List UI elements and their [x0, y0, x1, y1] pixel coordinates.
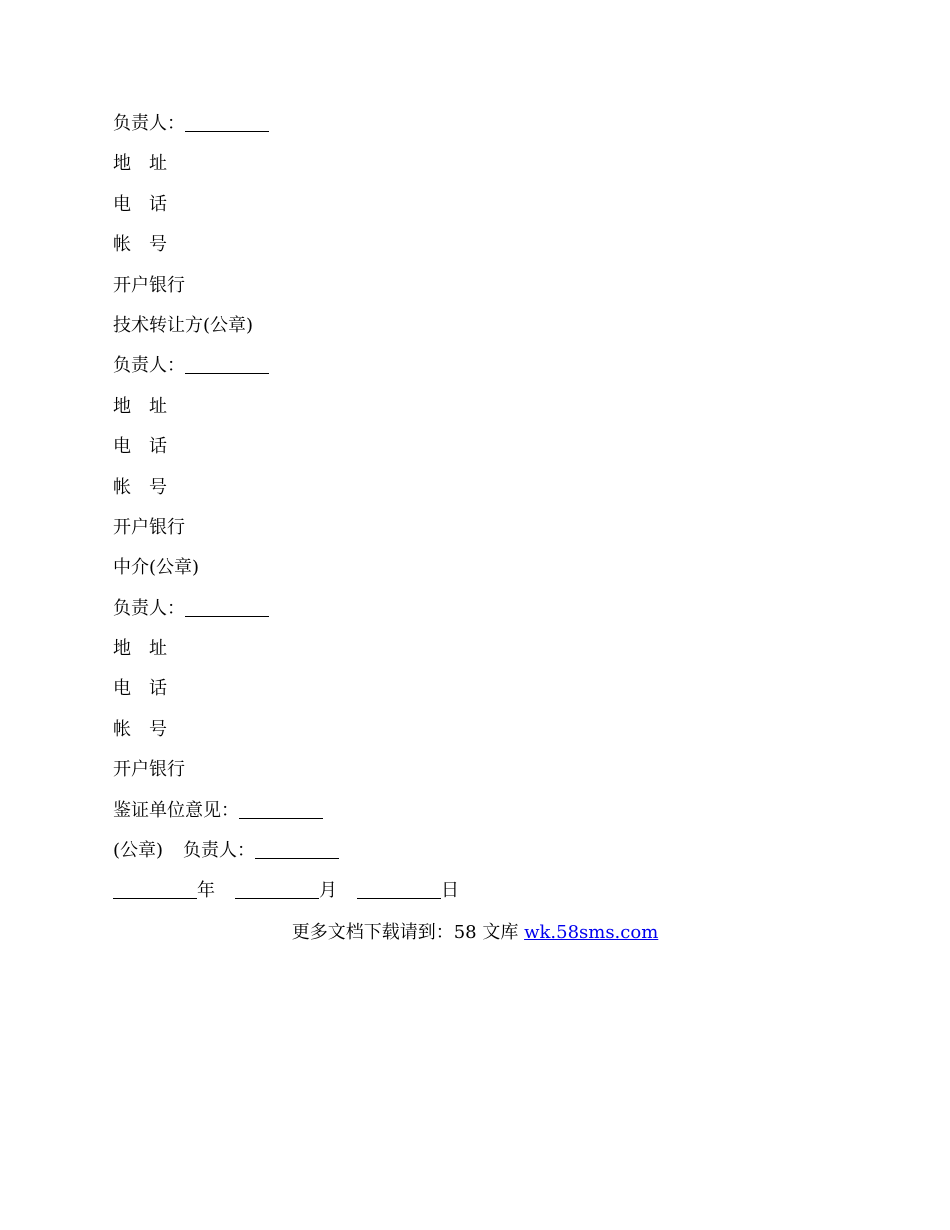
year-label: 年: [197, 880, 215, 902]
transferor-bank-line: [113, 516, 853, 556]
day-label: 日: [441, 880, 459, 902]
phone-label: 电 话: [113, 436, 167, 458]
blank-field: [185, 598, 269, 617]
month-blank: [235, 880, 319, 899]
download-footer: [0, 921, 950, 945]
verification-seal-line: [113, 839, 853, 879]
opinion-label: 鉴证单位意见：: [113, 799, 239, 821]
account-label: 帐 号: [113, 718, 167, 740]
footer-link[interactable]: wk.58sms.com: [524, 922, 659, 943]
month-label: 月: [319, 880, 337, 902]
bank-label: 开户银行: [113, 274, 185, 296]
intermediary-account-line: [113, 718, 853, 758]
blank-field: [255, 840, 339, 859]
signature-section: [113, 112, 853, 920]
blank-field: [185, 113, 269, 132]
transferor-responsible-line: [113, 354, 853, 394]
day-blank: [357, 880, 441, 899]
transferor-title: [113, 314, 853, 354]
party-a-account-line: [113, 233, 853, 273]
intermediary-responsible-line: [113, 597, 853, 637]
phone-label: 电 话: [113, 193, 167, 215]
address-label: 地 址: [113, 153, 167, 175]
seal-label: (公章): [113, 840, 164, 862]
responsible-label: 负责人：: [113, 113, 185, 134]
transferor-account-line: [113, 476, 853, 516]
account-label: 帐 号: [113, 234, 167, 256]
intermediary-title: [113, 556, 853, 596]
blank-field: [185, 355, 269, 374]
verification-opinion-line: [113, 799, 853, 839]
intermediary-title-text: 中介(公章): [113, 557, 200, 579]
transferor-title-text: 技术转让方(公章): [113, 314, 254, 336]
address-label: 地 址: [113, 395, 167, 417]
party-a-phone-line: [113, 193, 853, 233]
phone-label: 电 话: [113, 678, 167, 700]
party-a-address-line: [113, 152, 853, 192]
bank-label: 开户银行: [113, 759, 185, 781]
responsible-label: 负责人：: [113, 597, 185, 619]
responsible-label: 负责人：: [183, 840, 256, 862]
blank-field: [239, 800, 323, 819]
intermediary-phone-line: [113, 677, 853, 717]
account-label: 帐 号: [113, 476, 167, 498]
transferor-address-line: [113, 395, 853, 435]
year-blank: [113, 880, 197, 899]
party-a-responsible-line: [113, 112, 853, 152]
address-label: 地 址: [113, 638, 167, 660]
intermediary-address-line: [113, 637, 853, 677]
party-a-bank-line: [113, 274, 853, 314]
responsible-label: 负责人：: [113, 355, 185, 377]
verification-date-line: [113, 879, 853, 919]
footer-text: 更多文档下载请到：58 文库: [291, 922, 525, 943]
intermediary-bank-line: [113, 758, 853, 798]
transferor-phone-line: [113, 435, 853, 475]
bank-label: 开户银行: [113, 516, 185, 538]
